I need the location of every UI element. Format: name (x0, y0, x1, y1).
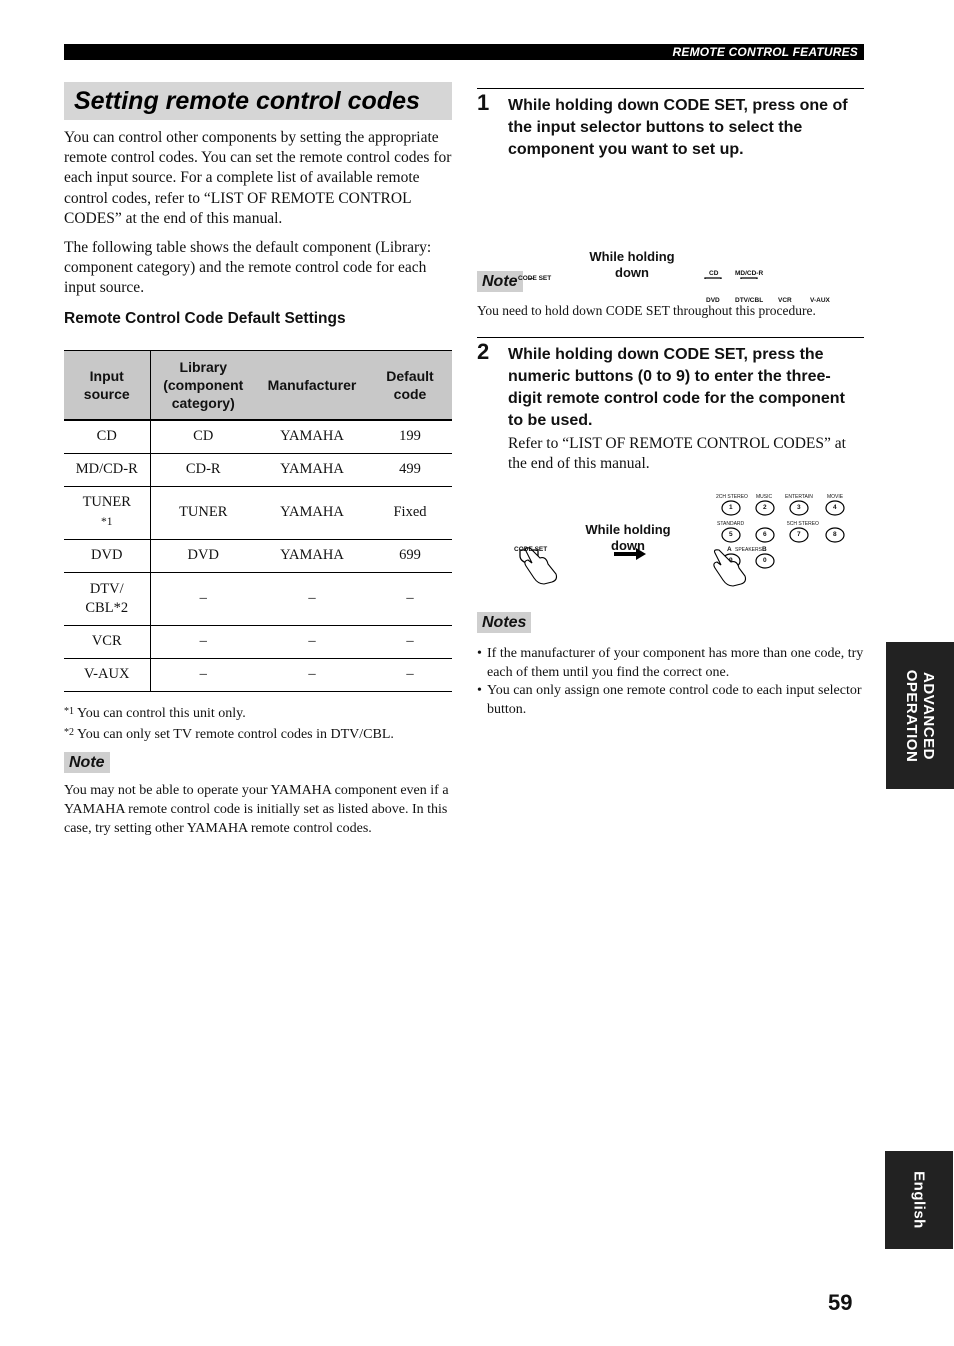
hand-icon (525, 548, 557, 584)
notes-list (477, 645, 864, 719)
cell: CD-R (150, 453, 256, 486)
code-set-label: CODE SET (518, 275, 552, 282)
page-number: 59 (828, 1290, 853, 1315)
side-tab-label (903, 669, 937, 762)
cell: DVD (150, 539, 256, 572)
notes-label: Notes (477, 612, 531, 633)
cell: – (150, 572, 256, 625)
digit: 3 (797, 504, 801, 512)
btn-label-dtvcbl: DTV/CBL (735, 297, 764, 304)
header-input-source: Input source (64, 350, 150, 420)
header-bar (64, 44, 864, 60)
speakers-label: SPEAKERS (735, 547, 762, 554)
digit: 4 (833, 504, 837, 512)
table-row (64, 539, 452, 572)
table-row (64, 658, 452, 691)
cell (64, 572, 150, 625)
holding-text: While holding (589, 249, 675, 264)
key-label: MUSIC (756, 494, 773, 501)
cell (64, 486, 150, 539)
speaker-b-label: B (762, 546, 767, 554)
step-1 (477, 88, 864, 161)
note-text: You need to hold down CODE SET throughout this procedure. (477, 303, 816, 318)
header-default-code: Default code (368, 350, 452, 420)
page-title: Setting remote control codes (74, 87, 420, 115)
cell: – (368, 658, 452, 691)
cell: – (368, 625, 452, 658)
right-column (477, 88, 864, 719)
side-tab-label: English (910, 1171, 928, 1229)
table-header-row (64, 350, 452, 420)
cell: DVD (64, 539, 150, 572)
cell: YAMAHA (256, 453, 368, 486)
table-row (64, 486, 452, 539)
table-row (64, 420, 452, 453)
note-text: You may not be able to operate your YAMAHA component even if a YAMAHA remote control code is initially set as listed above. In this case, try setting other YAMAHA remote control codes. (64, 782, 449, 836)
list-item: • You can only assign one remote control code to each input selector button. (477, 682, 864, 719)
list-item: • If the manufacturer of your component has more than one code, try each of them until you find the correct one. (477, 645, 864, 682)
code-table (64, 350, 452, 692)
key-label: STANDARD (717, 521, 745, 528)
btn-label-dvd: DVD (706, 297, 720, 304)
cell-text: TUNER (82, 494, 131, 511)
cell: MD/CD-R (64, 453, 150, 486)
cell-text: CBL*2 (85, 599, 129, 616)
digit: 5 (729, 531, 733, 539)
digit: 2 (763, 504, 767, 512)
side-tab-text: ADVANCED (920, 671, 937, 760)
speaker-a-label: A (727, 546, 732, 554)
key-label: 2CH STEREO (716, 494, 748, 501)
table-row (64, 572, 452, 625)
intro-paragraph-1: You can control other components by setting the appropriate remote control codes. You can set the remote control codes for each input source. For a complete list of available remote control codes, refer to “LIST OF REMOTE CONTROL CODES” at the end of this manual. (64, 129, 452, 227)
btn-label-vcr: VCR (778, 297, 792, 304)
cell: – (368, 572, 452, 625)
digit: 1 (729, 504, 733, 512)
holding-text: down (615, 265, 649, 280)
table-row (64, 453, 452, 486)
side-tab-text: OPERATION (903, 669, 920, 762)
cell: CD (150, 420, 256, 453)
footnote-mark: *1 (64, 705, 74, 717)
cell: 699 (368, 539, 452, 572)
section-title: REMOTE CONTROL FEATURES (672, 45, 858, 59)
cell: – (256, 625, 368, 658)
cell: 499 (368, 453, 452, 486)
footnote-mark: *2 (64, 726, 74, 738)
side-tab-advanced-operation[interactable] (886, 642, 954, 789)
cell-text: DTV/ (89, 580, 124, 597)
cell: VCR (64, 625, 150, 658)
digit: 9 (729, 557, 733, 565)
step-heading: While holding down CODE SET, press one of the input selector buttons to select the component you want to set up. (508, 97, 848, 158)
cell: – (150, 625, 256, 658)
digit: 6 (763, 531, 767, 539)
cell: YAMAHA (256, 486, 368, 539)
hand-icon (714, 550, 746, 586)
cell: V-AUX (64, 658, 150, 691)
intro-paragraph-2: The following table shows the default component (Library: component category) and the remote control code for each input source. (64, 239, 432, 297)
left-column (64, 82, 452, 838)
code-set-label: CODE SET (514, 546, 548, 554)
step-number: 2 (477, 339, 490, 364)
cell: – (256, 572, 368, 625)
key-label: MOVIE (827, 494, 844, 501)
footnote-text: You can control this unit only. (76, 705, 246, 721)
step-heading: While holding down CODE SET, press the numeric buttons (0 to 9) to enter the three-digit remote control code for the component to be used. (508, 346, 845, 429)
table-row (64, 625, 452, 658)
step-number: 1 (477, 90, 490, 115)
cell: YAMAHA (256, 420, 368, 453)
header-manufacturer: Manufacturer (256, 350, 368, 420)
footnote-mark: *1 (101, 516, 113, 529)
digit: 0 (763, 557, 767, 565)
holding-label (577, 249, 687, 281)
holding-label (573, 522, 683, 554)
footnote-text: You can only set TV remote control codes in DTV/CBL. (76, 726, 394, 742)
side-tab-english[interactable] (885, 1151, 953, 1249)
note-label: Note (477, 271, 523, 292)
cell: Fixed (368, 486, 452, 539)
header-library: Library (component category) (150, 350, 256, 420)
btn-label-vaux: V-AUX (810, 297, 830, 304)
step-2 (477, 337, 864, 474)
footnote-1 (64, 702, 452, 723)
btn-label-mdcdr: MD/CD-R (735, 270, 764, 277)
key-label: ENTERTAIN (785, 494, 813, 501)
step-body: Refer to “LIST OF REMOTE CONTROL CODES” at the end of this manual. (508, 435, 846, 473)
table-title: Remote Control Code Default Settings (64, 309, 346, 327)
digit: 8 (833, 531, 837, 539)
btn-label-cd: CD (709, 270, 719, 277)
cell: CD (64, 420, 150, 453)
illustration-numeric (477, 474, 864, 614)
cell: TUNER (150, 486, 256, 539)
key-label: 5CH STEREO (787, 521, 819, 528)
cell: – (256, 658, 368, 691)
holding-text: While holding (585, 522, 671, 538)
cell: 199 (368, 420, 452, 453)
title-box (64, 82, 452, 120)
digit: 7 (797, 531, 801, 539)
note-label: Note (64, 752, 110, 773)
holding-text: down (611, 538, 645, 554)
footnote-2 (64, 723, 452, 744)
cell: – (150, 658, 256, 691)
cell: YAMAHA (256, 539, 368, 572)
